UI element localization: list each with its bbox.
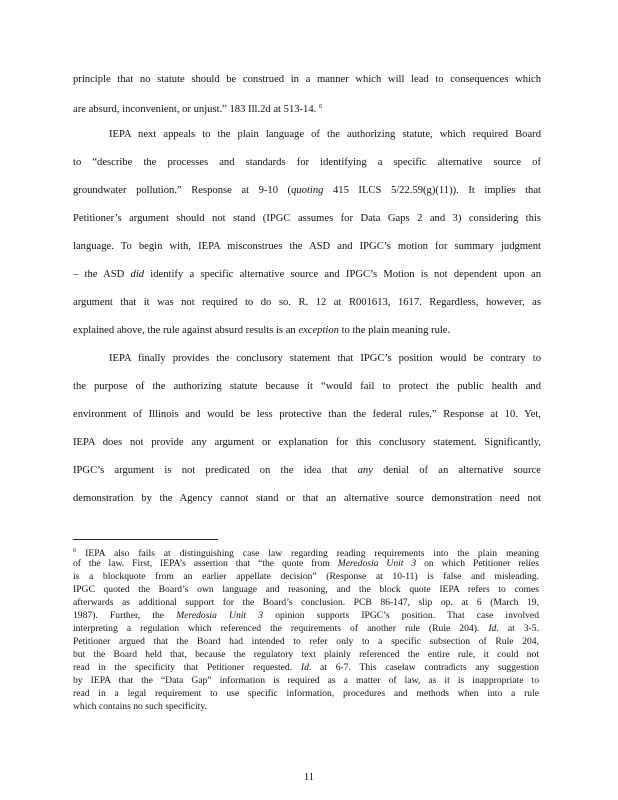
- italic-signal: quoting: [291, 185, 324, 196]
- footnote-line: $^6$ IEPA also fails at distinguishing case law regarding reading requirements into the plain meaning: [73, 547, 539, 559]
- footnote-separator: [73, 539, 218, 540]
- footnote-line: read in a legal requirement to use specific information, procedures and methods when into a rule: [73, 688, 539, 699]
- text-line: IEPA does not provide any argument or explanation for this conclusory statement. Significantly,: [73, 437, 541, 448]
- page-number: 11: [303, 772, 315, 783]
- footnote-line: of the law. First, IEPA’s assertion that “the quote from Meredosia Unit 3 on which Petitioner relies: [73, 558, 540, 569]
- text-line: demonstration by the Agency cannot stand or that an alternative source demonstration need not: [73, 493, 541, 504]
- citation-id: Id: [488, 623, 497, 634]
- footnote-line: but the Board held that, because the regulatory text plainly referenced the entire rule, it could not: [73, 649, 539, 660]
- italic-emphasis: exception: [298, 325, 339, 336]
- footnote-line: which contains no such specificity.: [73, 701, 207, 712]
- case-name: Meredosia Unit 3: [337, 558, 417, 569]
- text-line: principle that no statute should be construed in a manner which will lead to consequences which: [73, 74, 541, 85]
- text-line: to “describe the processes and standards for identifying a specific alternative source of: [73, 157, 541, 168]
- text-line: the purpose of the authorizing statute because it “would fail to protect the public health and: [73, 381, 541, 392]
- footnote-ref[interactable]: 6: [318, 103, 323, 110]
- text-line: IPGC’s argument is not predicated on the idea that any denial of an alternative source: [73, 465, 541, 476]
- text-line: groundwater pollution.” Response at 9-10 (quoting 415 ILCS 5/22.59(g)(11)). It implies that: [73, 185, 541, 196]
- footnote-line: read in the specificity that Petitioner requested. Id. at 6-7. This caselaw contradicts any suggestion: [73, 662, 539, 673]
- footnote-line: interpreting a regulation which referenced the requirements of another rule (Rule 204). Id. at 3-5.: [73, 623, 539, 634]
- text-line: IEPA next appeals to the plain language of the authorizing statute, which required Board: [109, 129, 541, 140]
- footnote-line: 1987). Further, the Meredosia Unit 3 opinion supports IPGC’s position. That case involved: [73, 610, 539, 621]
- text-line: Petitioner’s argument should not stand (IPGC assumes for Data Gaps 2 and 3) considering this: [73, 213, 541, 224]
- text-line: argument that it was not required to do so. R. 12 at R001613, 1617. Regardless, however, as: [73, 297, 541, 308]
- footnote-number: 6: [73, 547, 77, 554]
- footnote-line: Petitioner argued that the Board had intended to refer only to a specific subsection of Rule 204,: [73, 636, 539, 647]
- text-line: are absurd, inconvenient, or unjust.” 183 Ill.2d at 513-14. $^6$: [73, 103, 323, 115]
- footnote-line: afterwards as additional support for the Board’s conclusion. PCB 86-147, slip op. at 6 (March 19,: [73, 597, 539, 608]
- citation-id: Id: [300, 662, 309, 673]
- text-line: environment of Illinois and would be less protective than the federal rules.” Response at 10. Yet,: [73, 409, 541, 420]
- text-line: IEPA finally provides the conclusory statement that IPGC’s position would be contrary to: [109, 353, 541, 364]
- text-line: – the ASD did identify a specific alternative source and IPGC’s Motion is not dependent upon an: [73, 269, 541, 280]
- footnote-line: by IEPA that the “Data Gap” information is required as a matter of law, as it is inappropriate to: [73, 675, 539, 686]
- italic-emphasis: did: [130, 269, 145, 280]
- text-line: language. To begin with, IEPA misconstrues the ASD and IPGC’s motion for summary judgment: [73, 241, 541, 252]
- footnote-line: IPGC quoted the Board’s own language and reasoning, and the block quote IEPA refers to comes: [73, 584, 539, 595]
- case-name: Meredosia Unit 3: [176, 610, 264, 621]
- text-line: explained above, the rule against absurd results is an exception to the plain meaning rule.: [73, 325, 451, 336]
- footnote-line: is a blockquote from an earlier appellate decision” (Response at 10-11) is false and misleading.: [73, 571, 539, 582]
- italic-emphasis: any: [357, 465, 373, 476]
